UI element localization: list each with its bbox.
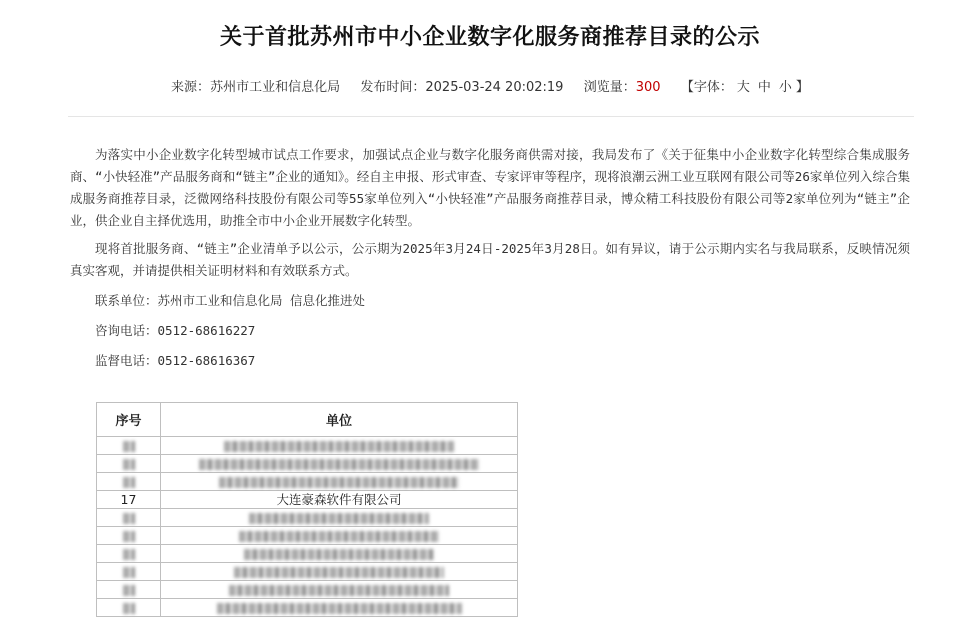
- row-number: 17: [97, 491, 161, 509]
- contact-unit: 联系单位：苏州市工业和信息化局 信息化推进处: [95, 293, 366, 308]
- row-number: [97, 545, 161, 563]
- source-value: 苏州市工业和信息化局: [210, 80, 341, 95]
- row-unit: [161, 563, 518, 581]
- row-unit: [161, 473, 518, 491]
- row-unit: [161, 581, 518, 599]
- redacted-unit: [249, 513, 429, 524]
- redacted-unit: [244, 549, 434, 560]
- redacted-number: [123, 459, 135, 470]
- row-unit: [161, 545, 518, 563]
- source-label: 来源：: [171, 80, 211, 95]
- column-header-unit: 单位: [161, 403, 518, 437]
- article-meta: [0, 76, 980, 95]
- table-row: [97, 527, 518, 545]
- row-unit: [161, 527, 518, 545]
- divider: [68, 116, 914, 117]
- table-row: [97, 437, 518, 455]
- table-row: [97, 545, 518, 563]
- row-unit: [161, 437, 518, 455]
- table-row: [97, 473, 518, 491]
- column-header-no: 序号: [97, 403, 161, 437]
- font-size-open: 【字体：: [680, 80, 733, 95]
- row-unit: 大连豪森软件有限公司: [161, 491, 518, 509]
- table-row: [97, 455, 518, 473]
- row-number: [97, 455, 161, 473]
- font-medium-button[interactable]: 中: [757, 80, 771, 95]
- redacted-number: [123, 477, 135, 488]
- consult-phone: 咨询电话：0512-68616227: [95, 323, 256, 338]
- row-unit: [161, 455, 518, 473]
- redacted-unit: [217, 603, 462, 614]
- font-large-button[interactable]: 大: [736, 80, 750, 95]
- page-title: 关于首批苏州市中小企业数字化服务商推荐目录的公示: [219, 25, 760, 50]
- row-number: [97, 581, 161, 599]
- row-unit: [161, 599, 518, 617]
- redacted-number: [123, 513, 135, 524]
- paragraph-1: 为落实中小企业数字化转型城市试点工作要求，加强试点企业与数字化服务商供需对接，我局发布了《关于征集中小企业数字化转型综合集成服务商、“小快轻准”产品服务商和“链主”企业的通知》。经自主申报、形式审查、专家评审等程序，现将浪潮云洲工业互联网有限公司等26家单位列入综合集成服务商推荐目录，泛微网络科技股份有限公司等55家单位列入“小快轻准”产品服务商推荐目录，博众精工科技股份有限公司等2家单位列为“链主”企业，供企业自主择优选用，助推全市中小企业开展数字化转型。: [70, 147, 910, 228]
- font-small-button[interactable]: 小: [778, 80, 792, 95]
- redacted-number: [123, 549, 135, 560]
- row-number: [97, 563, 161, 581]
- redacted-number: [123, 585, 135, 596]
- published-value: 2025-03-24 20:02:19: [425, 80, 564, 95]
- redacted-unit: [229, 585, 449, 596]
- redacted-number: [123, 567, 135, 578]
- redacted-unit: [199, 459, 479, 470]
- redacted-unit: [234, 567, 444, 578]
- views-label: 浏览量：: [583, 80, 636, 95]
- published-label: 发布时间：: [360, 80, 426, 95]
- row-number: [97, 527, 161, 545]
- row-number: [97, 509, 161, 527]
- table-row: [97, 563, 518, 581]
- font-size-close: 】: [795, 80, 809, 95]
- unit-table: [96, 402, 518, 617]
- table-row: [97, 509, 518, 527]
- row-number: [97, 599, 161, 617]
- redacted-unit: [239, 531, 439, 542]
- redacted-number: [123, 441, 135, 452]
- redacted-number: [123, 603, 135, 614]
- paragraph-2: 现将首批服务商、“链主”企业清单予以公示，公示期为2025年3月24日-2025年3月28日。如有异议，请于公示期内实名与我局联系，反映情况须真实客观，并请提供相关证明材料和有效联系方式。: [70, 241, 910, 278]
- article-body: [70, 144, 910, 380]
- redacted-number: [123, 531, 135, 542]
- table-row: [97, 581, 518, 599]
- row-unit: [161, 509, 518, 527]
- views-count: 300: [635, 80, 661, 95]
- redacted-unit: [224, 441, 454, 452]
- row-number: [97, 437, 161, 455]
- redacted-unit: [219, 477, 459, 488]
- row-number: [97, 473, 161, 491]
- table-row: [97, 491, 518, 509]
- table-row: [97, 599, 518, 617]
- supervise-phone: 监督电话：0512-68616367: [95, 353, 256, 368]
